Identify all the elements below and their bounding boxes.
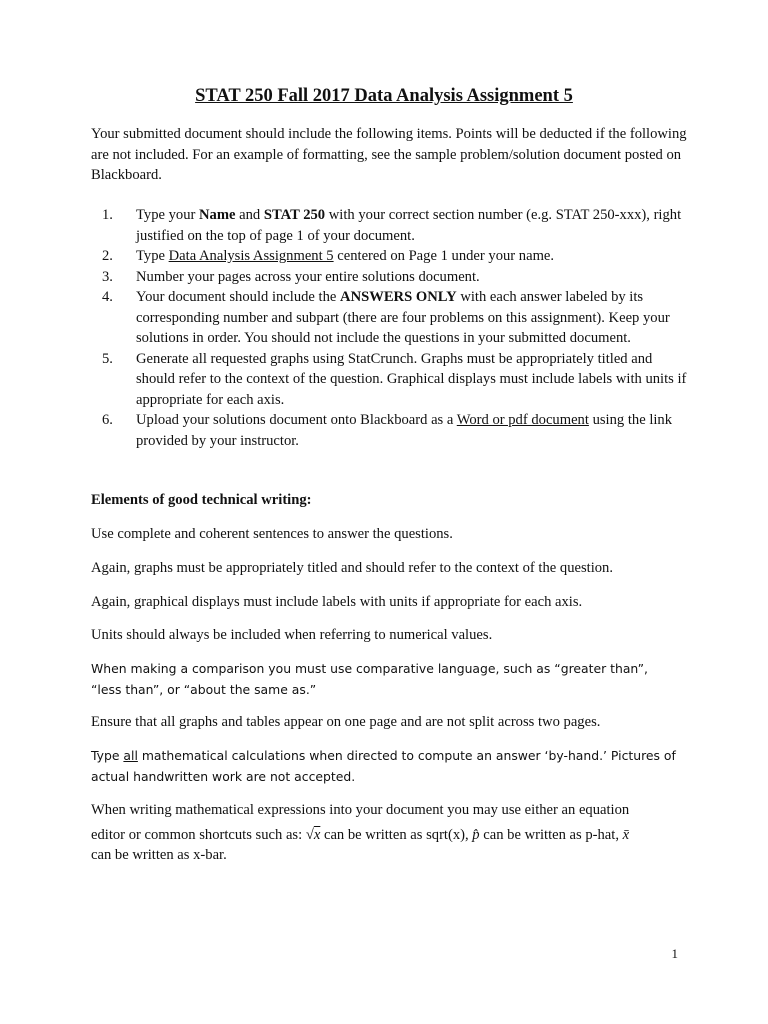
list-item-text: Upload your solutions document onto Blackboard as a	[136, 412, 457, 428]
underlined-text: Data Analysis Assignment 5	[168, 248, 334, 264]
list-item-text: Type	[136, 248, 169, 264]
list-item-number: 5.	[102, 350, 113, 367]
elements-heading: Elements of good technical writing:	[91, 492, 312, 508]
list-item	[91, 410, 691, 451]
list-item-text: Type your	[136, 207, 200, 223]
list-item-text: with your correct section number (e.g. STAT 250-xxx), right justified on the top of page 1 of your document.	[136, 207, 682, 244]
paragraph: When making a comparison you must use comparative language, such as “greater than”, “less than”, or “about the same as.”	[91, 661, 648, 697]
list-item	[91, 246, 691, 267]
page-title: STAT 250 Fall 2017 Data Analysis Assignment 5	[195, 86, 573, 106]
paragraph: Ensure that all graphs and tables appear on one page and are not split across two pages.	[91, 714, 601, 730]
list-item	[91, 287, 691, 349]
list-item-text: Number your pages across your entire solutions document.	[136, 268, 480, 285]
list-item-number: 4.	[102, 289, 113, 305]
x-bar-symbol: x̄	[622, 826, 630, 843]
list-item	[91, 205, 691, 246]
underlined-text: all	[123, 748, 138, 763]
paragraph: Again, graphs must be appropriately titled and should refer to the context of the question.	[91, 560, 613, 576]
paragraph	[91, 800, 691, 866]
paragraph-text: mathematical calculations when directed to compute an answer ‘by-hand.’ Pictures of actual handwritten work are not accepted.	[91, 748, 676, 784]
list-item-number: 2.	[102, 248, 113, 264]
bold-stat: STAT 250	[263, 207, 326, 223]
bold-answers-only: ANSWERS ONLY	[340, 289, 457, 305]
list-item-number: 3.	[102, 268, 113, 285]
paragraph: Use complete and coherent sentences to answer the questions.	[91, 526, 453, 542]
list-item-text: Generate all requested graphs using StatCrunch. Graphs must be appropriately titled and should refer to the context of the question. Graphical displays must include labels with units if appropriate for each axis.	[136, 350, 687, 408]
requirements-list	[91, 205, 691, 451]
paragraph-text: can be written as p-hat,	[479, 826, 623, 843]
paragraph-text: editor or common shortcuts such as:	[91, 826, 306, 843]
intro-paragraph: Your submitted document should include the following items. Points will be deducted if the following are not included. For an example of formatting, see the sample problem/solution document posted on Blackboard.	[91, 126, 687, 183]
paragraph-text: When writing mathematical expressions into your document you may use either an equation	[91, 802, 630, 818]
bold-name: Name	[199, 207, 236, 223]
paragraph	[91, 746, 676, 787]
list-item-text: Your document should include the	[136, 289, 341, 305]
list-item-number: 6.	[102, 412, 113, 428]
list-item-number: 1.	[102, 207, 113, 223]
list-item-text: using the link provided by your instructor.	[136, 412, 673, 449]
list-item-text: and	[235, 207, 264, 223]
paragraph-text: Type	[91, 748, 124, 763]
sqrt-operand: x	[313, 826, 321, 843]
page-number: 1	[671, 946, 678, 961]
p-hat-symbol: p̂	[472, 826, 480, 843]
paragraph-text: can be written as x-bar.	[91, 847, 227, 863]
list-item	[91, 349, 691, 411]
sqrt-symbol: √x	[305, 826, 321, 843]
paragraph: Again, graphical displays must include labels with units if appropriate for each axis.	[91, 594, 583, 610]
paragraph-line	[91, 825, 691, 846]
paragraph-text: can be written as sqrt(x),	[320, 826, 473, 843]
paragraph: Units should always be included when referring to numerical values.	[91, 627, 493, 643]
list-item	[91, 267, 691, 288]
list-item-text: centered on Page 1 under your name.	[333, 248, 555, 264]
underlined-text: Word or pdf document	[456, 412, 589, 428]
list-item-text: with each answer labeled by its corresponding number and subpart (there are four problems on this assignment). Keep your solutions in order. You should not include the questions in your submitted document.	[136, 289, 670, 346]
